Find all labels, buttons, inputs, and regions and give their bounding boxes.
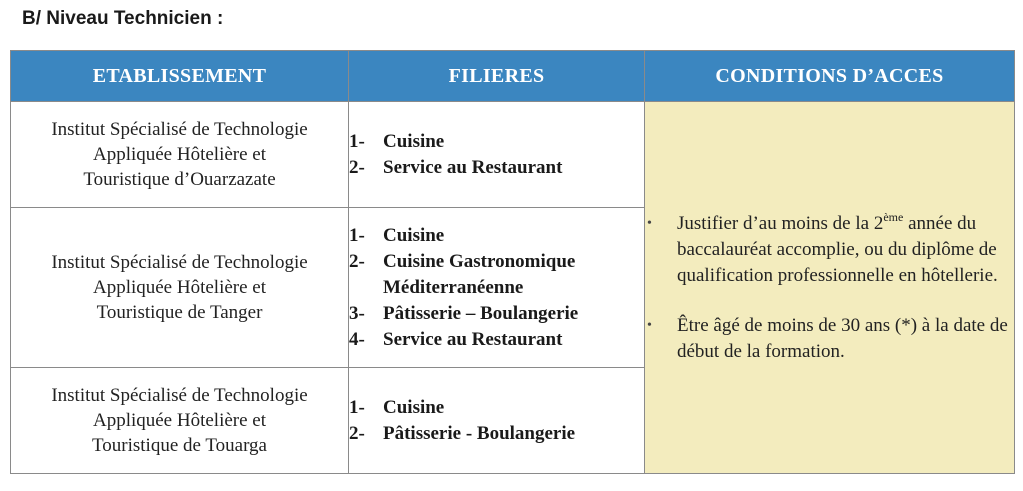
etablissement-line: Appliquée Hôtelière et — [92, 277, 267, 298]
filiere-item — [349, 327, 644, 353]
filiere-number: 2- — [349, 422, 365, 444]
filieres-cell — [349, 368, 645, 474]
filiere-number: 2- — [349, 250, 365, 272]
filieres-cell — [349, 208, 645, 368]
header-etablissement: ETABLISSEMENT — [11, 51, 349, 102]
section-title: B/ Niveau Technicien : — [22, 8, 224, 29]
etablissement-cell — [11, 368, 349, 474]
filiere-label: Service au Restaurant — [383, 328, 563, 350]
filiere-number: 3- — [349, 302, 365, 324]
filiere-label: Cuisine Gastronomique Méditerranéenne — [383, 250, 576, 298]
filiere-label: Cuisine — [383, 224, 445, 246]
condition-text — [677, 211, 1014, 289]
bullet-icon: • — [647, 317, 652, 333]
filiere-number: 1- — [349, 224, 365, 246]
filiere-item — [349, 155, 644, 181]
conditions-cell — [645, 102, 1015, 474]
filieres-cell — [349, 102, 645, 208]
table-row — [11, 102, 1015, 208]
filiere-label: Cuisine — [383, 130, 445, 152]
condition-text-start: Justifier d’au moins de la 2 — [677, 212, 884, 234]
etablissement-line: Touristique d’Ouarzazate — [83, 169, 276, 190]
formation-table — [10, 50, 1015, 474]
filiere-number: 1- — [349, 130, 365, 152]
filiere-label: Pâtisserie – Boulangerie — [383, 302, 579, 324]
condition-text: Être âgé de moins de 30 ans (*) à la date de début de la formation. — [677, 314, 1008, 362]
filiere-item — [349, 223, 644, 249]
etablissement-line: Institut Spécialisé de Technologie — [51, 252, 308, 273]
etablissement-line: Touristique de Touarga — [92, 435, 267, 456]
etablissement-line: Institut Spécialisé de Technologie — [51, 385, 308, 406]
filiere-item — [349, 249, 644, 301]
filiere-item — [349, 301, 644, 327]
filiere-item — [349, 421, 644, 447]
filieres-list — [349, 223, 644, 353]
conditions-list — [645, 211, 1014, 365]
etablissement-cell — [11, 102, 349, 208]
header-filieres: FILIERES — [349, 51, 645, 102]
condition-text-end: année du baccalauréat accomplie, ou du diplôme de qualification professionnelle en hôtellerie. — [677, 212, 998, 286]
condition-superscript: ème — [883, 209, 904, 224]
condition-item — [645, 211, 1014, 289]
condition-item — [645, 313, 1014, 365]
filieres-list — [349, 395, 644, 447]
etablissement-line: Institut Spécialisé de Technologie — [51, 119, 308, 140]
etablissement-line: Touristique de Tanger — [96, 302, 263, 323]
filiere-number: 4- — [349, 328, 365, 350]
bullet-icon: • — [647, 215, 652, 231]
filiere-label: Pâtisserie - Boulangerie — [383, 422, 576, 444]
filiere-item — [349, 395, 644, 421]
etablissement-line: Appliquée Hôtelière et — [92, 410, 267, 431]
filiere-label: Service au Restaurant — [383, 156, 563, 178]
filiere-label: Cuisine — [383, 396, 445, 418]
header-conditions: CONDITIONS D’ACCES — [645, 51, 1015, 102]
etablissement-cell — [11, 208, 349, 368]
filiere-number: 2- — [349, 156, 365, 178]
filieres-list — [349, 129, 644, 181]
filiere-number: 1- — [349, 396, 365, 418]
etablissement-line: Appliquée Hôtelière et — [92, 144, 267, 165]
filiere-item — [349, 129, 644, 155]
table-header-row — [11, 51, 1015, 102]
